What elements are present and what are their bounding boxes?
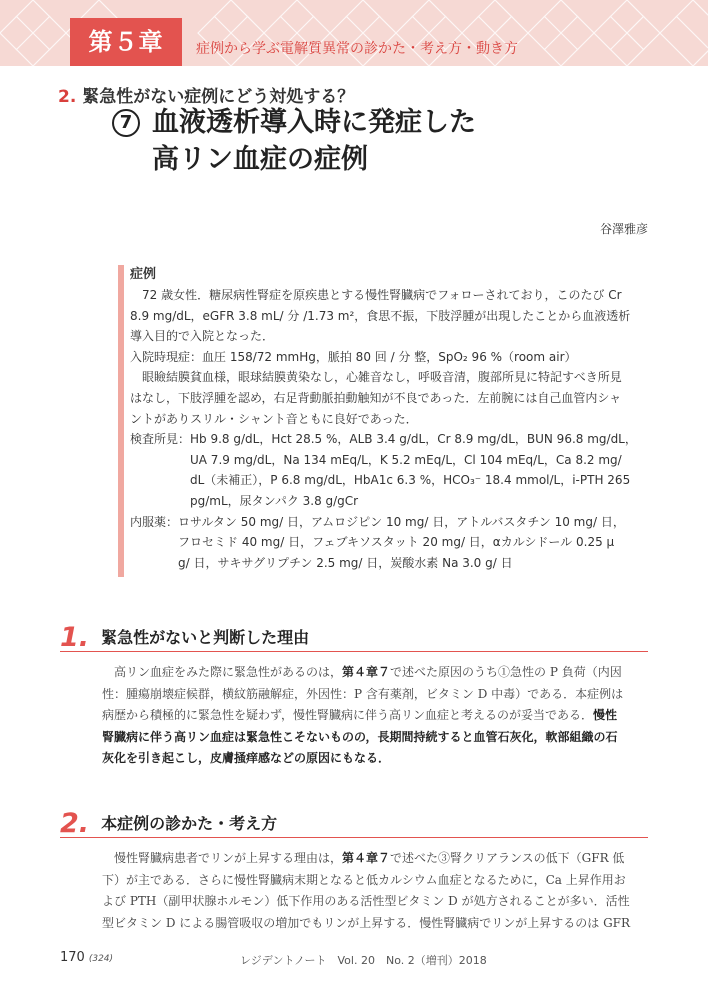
chapter-ref: 第４章７	[342, 665, 391, 679]
case-line: 導入目的で入院となった．	[130, 329, 275, 344]
page-number-alt: (324)	[88, 954, 114, 964]
case-line: 入院時現症：血圧 158/72 mmHg，脈拍 80 回 / 分 整，SpO₂ 96 %（room air）	[130, 349, 577, 364]
para2-line: 型ビタミン D による腸管吸収の増加でもリンが上昇する．慢性腎臓病でリンが上昇するのは GFR	[102, 915, 631, 930]
case-line: dL（未補正），P 6.8 mg/dL，HbA1c 6.3 %，HCO₃⁻ 18.4 mmol/L，i-PTH 265	[190, 473, 631, 488]
heading-1-number: 1.	[60, 622, 90, 653]
chapter-tab: 第５章	[70, 18, 182, 66]
heading-1	[60, 622, 648, 652]
heading-2	[60, 808, 648, 838]
case-line: 内服薬：ロサルタン 50 mg/ 日，アムロジピン 10 mg/ 日，アトルバスタチン 10 mg/ 日，	[130, 514, 625, 529]
page-number: 170	[60, 950, 85, 965]
case-heading: 症例	[130, 267, 157, 282]
chapter-ref: 第４章７	[342, 851, 391, 865]
case-line: 72 歳女性．糖尿病性腎症を原疾患とする慢性腎臓病でフォローされており，このたび Cr	[142, 288, 622, 302]
case-line: UA 7.9 mg/dL，Na 134 mEq/L，K 5.2 mEq/L，Cl 104 mEq/L，Ca 8.2 mg/	[190, 452, 622, 467]
heading-2-number: 2.	[60, 808, 90, 839]
header-band	[0, 0, 708, 66]
heading-1-text: 緊急性がないと判断した理由	[101, 628, 310, 647]
case-line: ントがありスリル・シャント音ともに良好であった．	[130, 411, 418, 426]
para2-text: 慢性腎臓病患者でリンが上昇する理由は，	[114, 851, 343, 865]
para1-bold-line: 灰化を引き起こし，皮膚掻痒感などの原因にもなる．	[102, 751, 391, 765]
para1-text: 高リン血症をみた際に緊急性があるのは，	[114, 665, 343, 679]
paragraph-2	[102, 848, 648, 934]
footer	[60, 950, 648, 965]
title-line-1: 血液透析導入時に発症した	[152, 107, 476, 138]
case-line: 8.9 mg/dL，eGFR 3.8 mL/ 分 /1.73 m²，食思不振，下肢浮腫が出現したことから血液透析	[130, 308, 631, 323]
section-number: 2.	[58, 87, 77, 107]
chapter-subtitle: 症例から学ぶ電解質異常の診かた・考え方・動き方	[196, 41, 518, 57]
case-box	[118, 265, 648, 577]
para1-line: 性：腫瘍崩壊症候群，横紋筋融解症，外因性：P 含有薬剤，ビタミン D 中毒）である．本症例は	[102, 686, 624, 701]
page-title	[112, 104, 476, 178]
para1-text: で述べた原因のうち①急性の P 負荷（内因	[390, 665, 622, 679]
para1-bold: 慢性	[593, 708, 618, 722]
case-line: g/ 日，サキサグリプチン 2.5 mg/ 日，炭酸水素 Na 3.0 g/ 日	[178, 555, 513, 570]
paragraph-1	[102, 662, 648, 770]
case-line: 検査所見：Hb 9.8 g/dL，Hct 28.5 %，ALB 3.4 g/dL，Cr 8.9 mg/dL，BUN 96.8 mg/dL，	[130, 432, 637, 447]
case-line: フロセミド 40 mg/ 日，フェブキソスタット 20 mg/ 日，αカルシドール 0.25 μ	[178, 535, 615, 550]
case-line: はなし，下肢浮腫を認め，右足背動脈拍動触知が不良であった．左前腕には自己血管内シャ	[130, 390, 622, 405]
para1-bold-line: 腎臓病に伴う高リン血症は緊急性こそないものの，長期間持続すると血管石灰化，軟部組織の石	[102, 729, 618, 744]
author: 谷澤雅彦	[599, 222, 648, 236]
case-line: 眼瞼結膜貧血様，眼球結膜黄染なし，心雑音なし，呼吸音清，腹部所見に特記すべき所見	[142, 370, 622, 385]
para1-text: 病歴から積極的に緊急性を疑わず，慢性腎臓病に伴う高リン血症と考えるのが妥当である．	[102, 708, 594, 722]
heading-2-text: 本症例の診かた・考え方	[101, 814, 278, 833]
para2-text: で述べた③腎クリアランスの低下（GFR 低	[390, 851, 625, 865]
circled-number: 7	[112, 109, 140, 137]
para2-line: よび PTH（副甲状腺ホルモン）低下作用のある活性型ビタミン D が処方されることが多い．活性	[102, 894, 630, 908]
case-line: pg/mL，尿タンパク 3.8 g/gCr	[190, 493, 359, 508]
title-line-2: 高リン血症の症例	[152, 144, 368, 175]
section-text: 緊急性がない症例にどう対処する？	[82, 87, 355, 107]
journal-name: レジデントノート Vol. 20 No. 2（増刊）2018	[240, 954, 487, 967]
para2-line: 下）が主である．さらに慢性腎臓病末期となると低カルシウム血症となるために，Ca 上昇作用お	[102, 872, 626, 887]
